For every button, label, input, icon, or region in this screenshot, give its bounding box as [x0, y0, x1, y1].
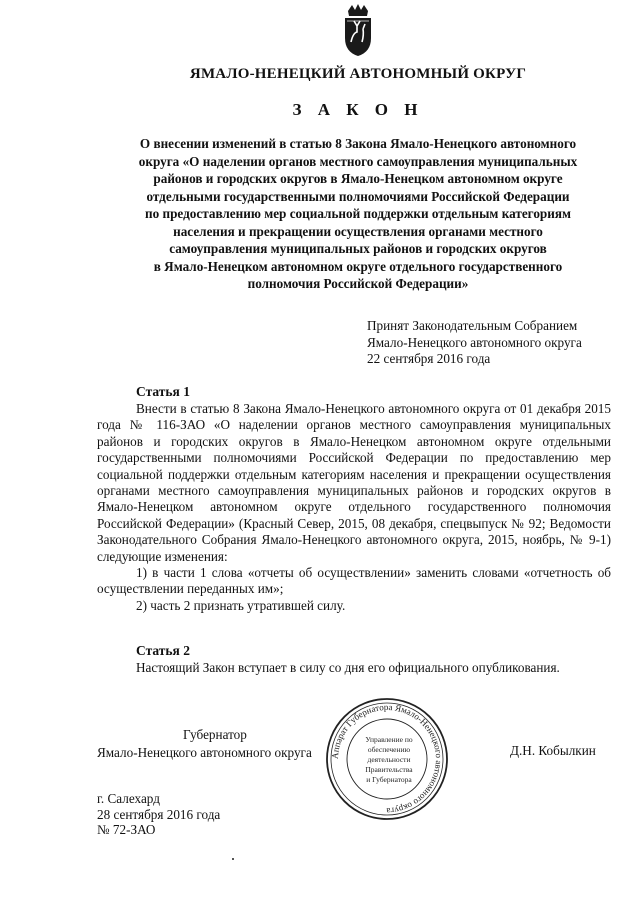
adoption-line: Принят Законодательным Собранием [367, 318, 578, 333]
stamp-center-line: и Губернатора [366, 775, 412, 784]
stamp-center-line: Управление по [365, 735, 413, 744]
stamp-ring-text: Аппарат Губернатора Ямало-Ненецкого автономного округа [329, 701, 445, 817]
official-stamp [325, 697, 449, 821]
title-line: по предоставлению мер социальной поддержки отдельным категориям [145, 206, 571, 221]
signatory-organization: Ямало-Ненецкого автономного округа [97, 744, 312, 760]
article-1-item-2: 2) часть 2 признать утратившей силу. [136, 597, 346, 613]
title-line: О внесении изменений в статью 8 Закона Ямало-Ненецкого автономного [139, 136, 577, 151]
title-line: отдельными государственными полномочиями Российской Федерации [146, 188, 570, 204]
law-title [106, 135, 610, 293]
law-number: № 72-ЗАО [97, 822, 156, 837]
title-line: населения и прекращении осуществления органами местного [173, 223, 543, 239]
signing-place: г. Салехард [97, 791, 160, 806]
law-heading: З А К О Н [292, 100, 424, 119]
adoption-note [367, 318, 627, 368]
signatory-name: Д.Н. Кобылкин [510, 743, 596, 758]
signatory-title [97, 726, 337, 761]
title-line: районов и городских округов в Ямало-Ненецком автономном округе [153, 171, 563, 186]
signatory-position: Губернатор [183, 727, 247, 742]
title-line: самоуправления муниципальных районов и городских округов [169, 241, 547, 256]
title-line: в Ямало-Ненецком автономном округе отдельного государственного [153, 258, 563, 274]
article-1-title: Статья 1 [136, 384, 190, 399]
article-2-body [97, 660, 611, 676]
article-1-body [97, 401, 611, 614]
article-1-intro: Внести в статью 8 Закона Ямало-Ненецкого автономного округа от 01 декабря 2015 года № 116-ЗАО «О наделении органов местного самоуправления муниципальных районов и городских округов в Ямало-Ненецком автономном округе отдельными государственными полномочиями Российской Федерации по предоставлению мер социальной поддержки отдельным категориям населения и прекращении осуществления органами местного самоуправления муниципальных районов и городских округов в Ямало-Ненецком автономном округе отдельного государственного полномочия Российской Федерации» (Красный Север, 2015, 08 декабря, спецвыпуск № 92; Ведомости Законодательного Собрания Ямало-Ненецкого автономного округа, 2015, ноябрь, № 9-1) следующие изменения: [97, 401, 611, 564]
yamal-nenets-coat-of-arms-icon [338, 2, 378, 58]
adoption-line: Ямало-Ненецкого автономного округа [367, 334, 582, 350]
adoption-date: 22 сентября 2016 года [367, 351, 491, 366]
title-line: округа «О наделении органов местного самоуправления муниципальных [138, 153, 578, 169]
scan-speck [232, 858, 234, 860]
stamp-center-line: деятельности [367, 755, 411, 764]
title-line: полномочия Российской Федерации» [247, 276, 469, 291]
article-2-title: Статья 2 [136, 643, 190, 658]
signing-date: 28 сентября 2016 года [97, 806, 221, 822]
signing-details [97, 791, 220, 838]
article-1-item-1: 1) в части 1 слова «отчеты об осуществлении» заменить словами «отчетность об осуществлении переданных им»; [97, 565, 611, 597]
article-2-text: Настоящий Закон вступает в силу со дня его официального опубликования. [136, 660, 560, 675]
region-name: ЯМАЛО-НЕНЕЦКИЙ АВТОНОМНЫЙ ОКРУГ [189, 66, 527, 82]
stamp-center-line: обеспечению [367, 745, 411, 754]
stamp-center-line: Правительства [365, 765, 413, 774]
